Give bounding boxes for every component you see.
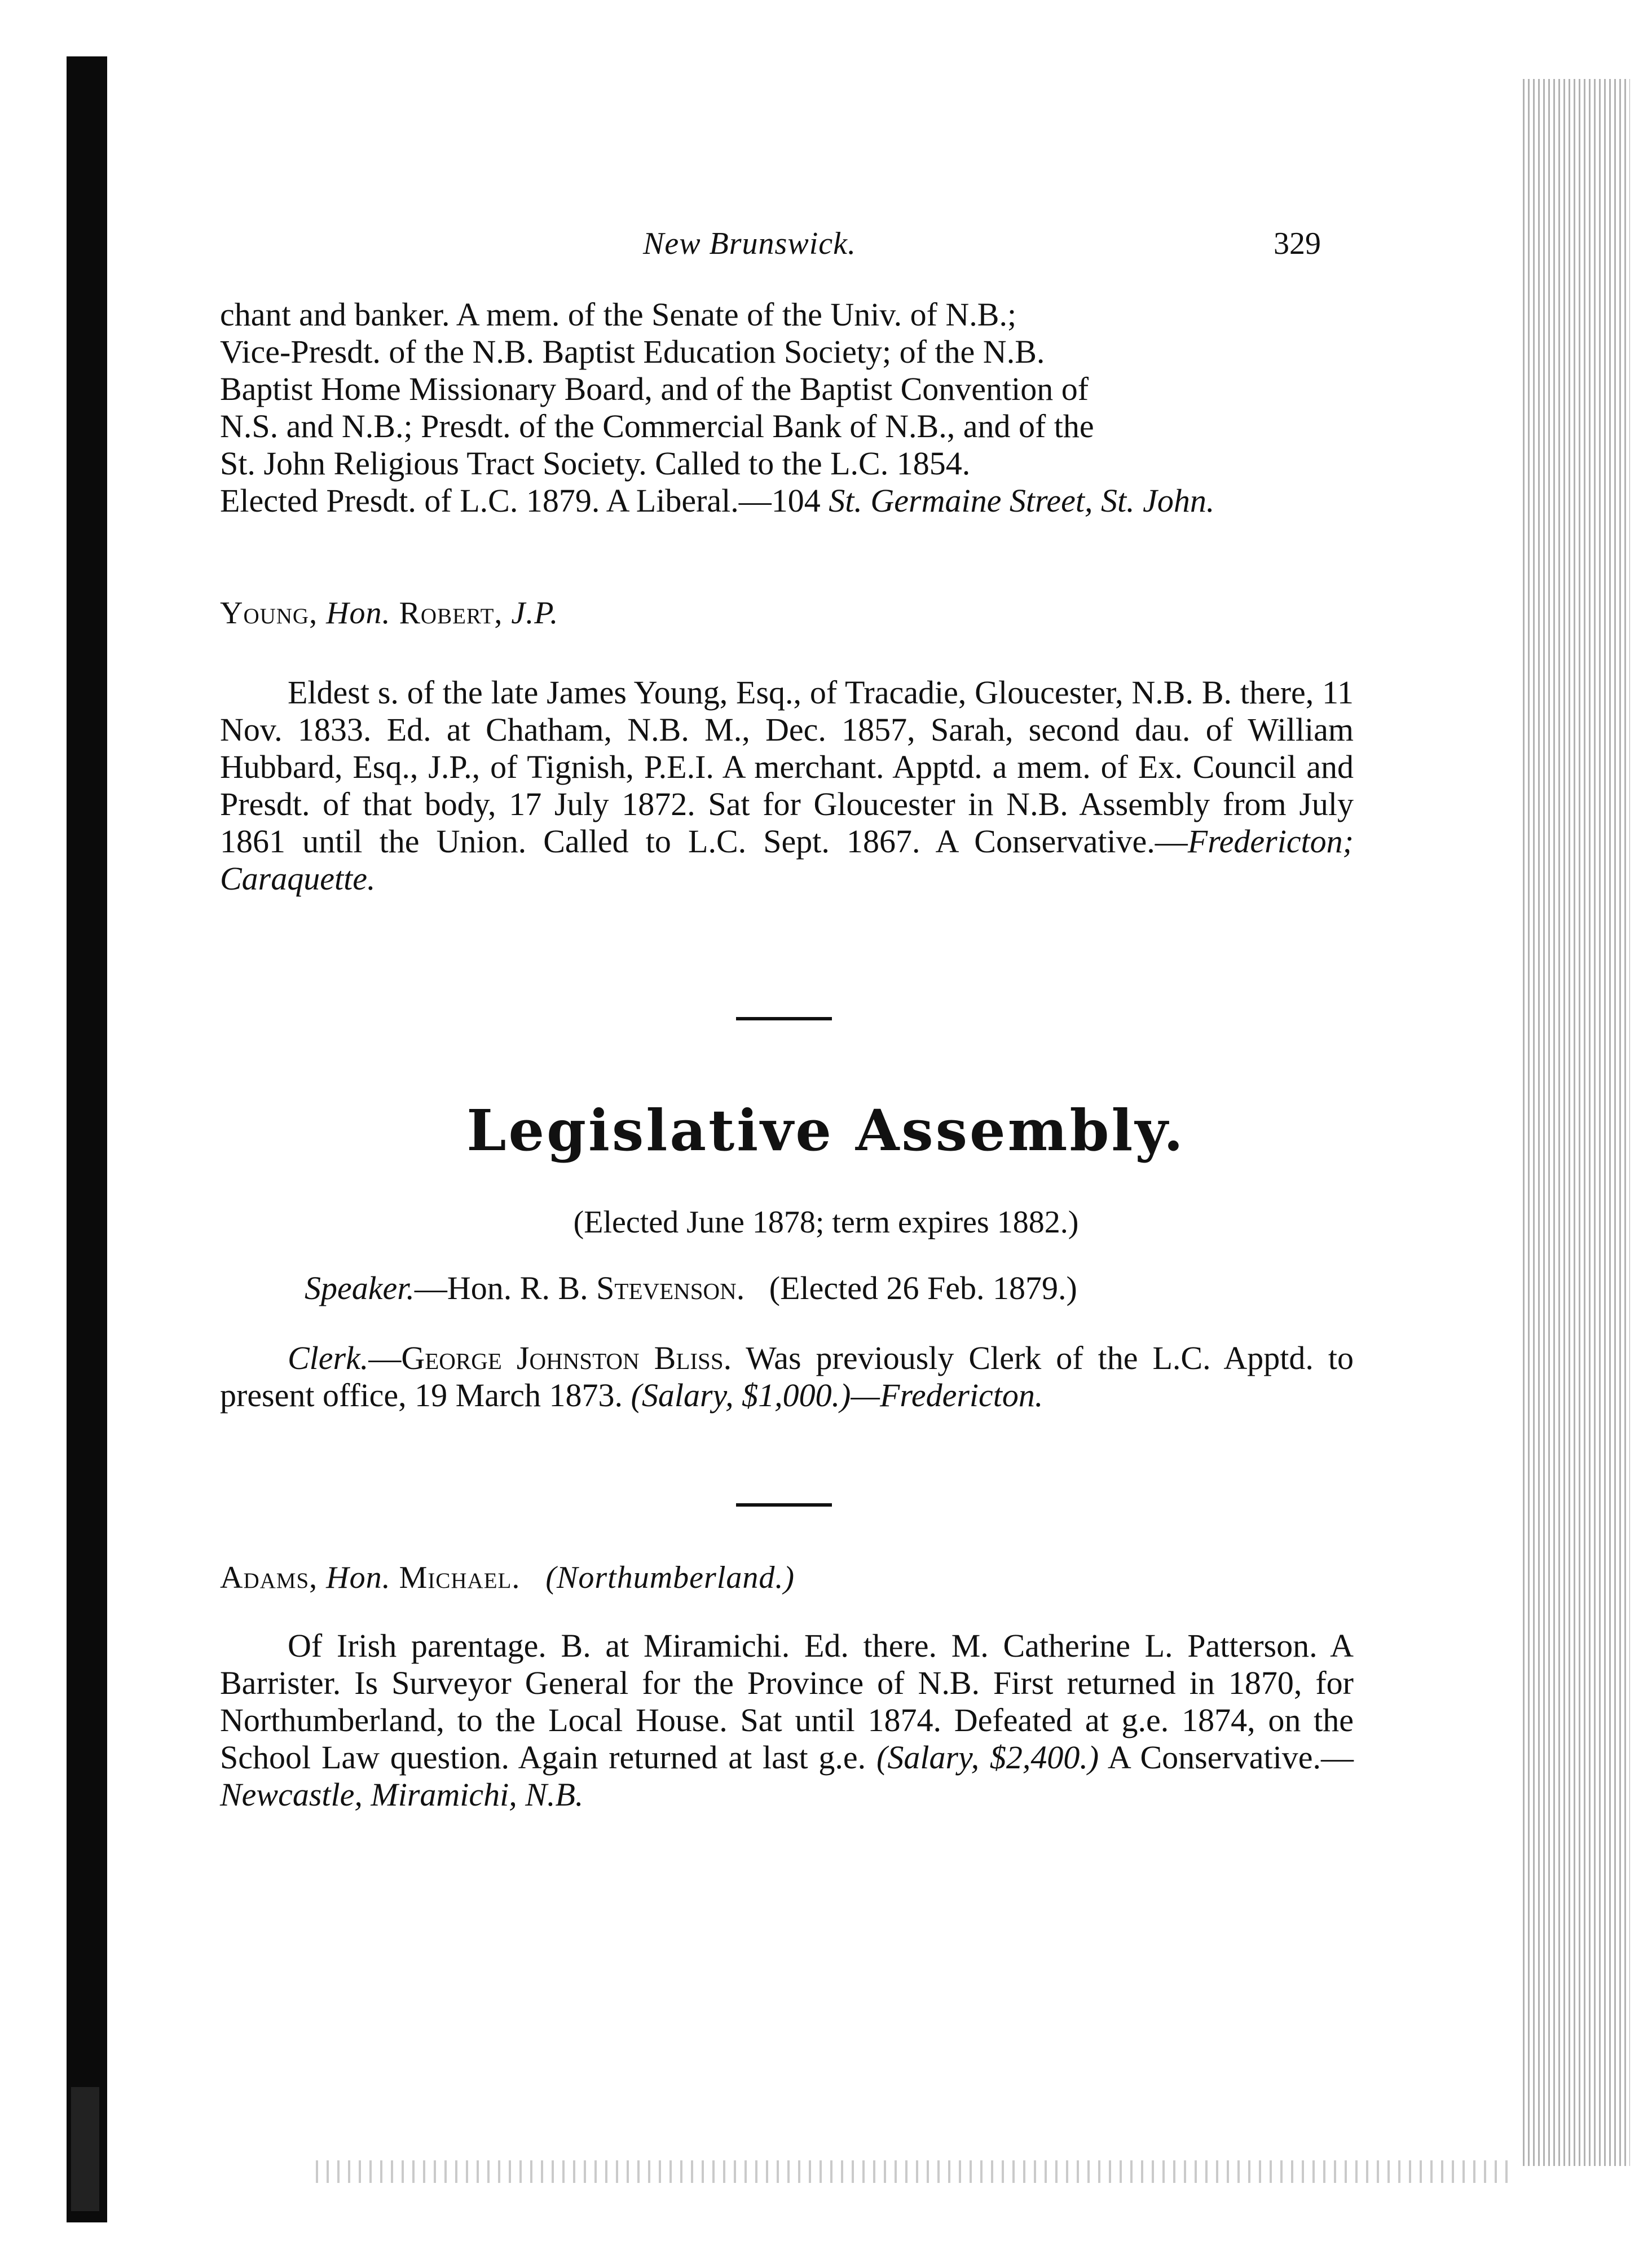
clerk-address: Fredericton. <box>879 1377 1043 1414</box>
address: Fredericton; Caraquette. <box>220 823 1354 897</box>
biography-text <box>220 1627 1354 1813</box>
forename: Robert, <box>399 596 503 631</box>
text-line-content: Elected Presdt. of L.C. 1879. A Liberal.—104 <box>220 482 829 519</box>
clerk-name: —George Johnston Bliss. <box>368 1340 732 1376</box>
section-divider <box>736 1017 832 1020</box>
term-note: (Elected June 1878; term expires 1882.) <box>573 1205 1079 1240</box>
biography-adams <box>220 1627 1354 1813</box>
salary: (Salary, $2,400.) <box>876 1739 1099 1776</box>
forename: Michael. <box>399 1560 521 1595</box>
speaker-text: —Hon. R. B. <box>414 1270 597 1306</box>
address: St. Germaine Street, St. John. <box>829 482 1215 519</box>
party: A Conservative.— <box>1099 1739 1354 1776</box>
scan-speck <box>71 2087 99 2211</box>
entry-heading-adams <box>220 1560 795 1596</box>
clerk-label: Clerk. <box>288 1340 369 1376</box>
speaker-elected: (Elected 26 Feb. 1879.) <box>769 1270 1077 1306</box>
surname: Young, <box>220 596 318 631</box>
text-line: Vice-Presdt. of the N.B. Baptist Education Society; of the N.B. <box>220 333 1045 370</box>
page-number: 329 <box>1274 226 1321 261</box>
continuation-paragraph <box>220 296 1354 520</box>
scan-noise <box>316 2160 1512 2183</box>
address: Newcastle, Miramichi, N.B. <box>220 1776 584 1813</box>
suffix: J.P. <box>511 596 559 631</box>
speaker-label: Speaker. <box>305 1270 415 1306</box>
honorific: Hon. <box>326 596 391 631</box>
running-title: New Brunswick. <box>643 226 856 261</box>
constituency: (Northumberland.) <box>545 1560 795 1595</box>
text-line: chant and banker. A mem. of the Senate of the Univ. of N.B.; <box>220 296 1017 333</box>
text-line: N.S. and N.B.; Presdt. of the Commercial Bank of N.B., and of the <box>220 408 1094 444</box>
text-line <box>220 482 1354 520</box>
section-title: Legislative Assembly. <box>466 1097 1186 1164</box>
honorific: Hon. <box>326 1560 391 1595</box>
biography-text <box>220 674 1354 897</box>
section-divider <box>736 1503 832 1507</box>
bio-body: Of Irish parentage. B. at Miramichi. Ed. there. M. Catherine L. Patterson. A Barrister. Is Surveyor General for the Province of N.B. First returned in 1870, for Northumberland, to the Local House. Sat until 1874. Defeated at g.e. 1874, on the School Law question. Again returned at last g.e. <box>220 1627 1354 1776</box>
clerk-salary: (Salary, $1,000.)— <box>631 1377 880 1414</box>
clerk-body: Was previously Clerk of the L.C. Apptd. to present office, 19 March 1873. <box>220 1340 1354 1414</box>
speaker-name: Stevenson. <box>596 1270 745 1306</box>
clerk-paragraph <box>220 1340 1354 1414</box>
bio-body: Eldest s. of the late James Young, Esq., of Tracadie, Gloucester, N.B. B. there, 11 Nov. 1833. Ed. at Chatham, N.B. M., Dec. 1857, Sarah, second dau. of William Hubbard, Esq., J.P., of Tignish, P.E.I. A merchant. Apptd. a mem. of Ex. Council and Presdt. of that body, 17 July 1872. Sat for Gloucester in N.B. Assembly from July 1861 until the Union. Called to L.C. Sept. 1867. A Conservative.— <box>220 674 1354 860</box>
biography-young <box>220 674 1354 897</box>
speaker-line <box>305 1269 1077 1307</box>
text-line: Baptist Home Missionary Board, and of the Baptist Convention of <box>220 371 1089 407</box>
text-line: St. John Religious Tract Society. Called to the L.C. 1854. <box>220 445 971 482</box>
entry-heading-young <box>220 595 558 631</box>
clerk-text <box>220 1340 1354 1414</box>
surname: Adams, <box>220 1560 318 1595</box>
